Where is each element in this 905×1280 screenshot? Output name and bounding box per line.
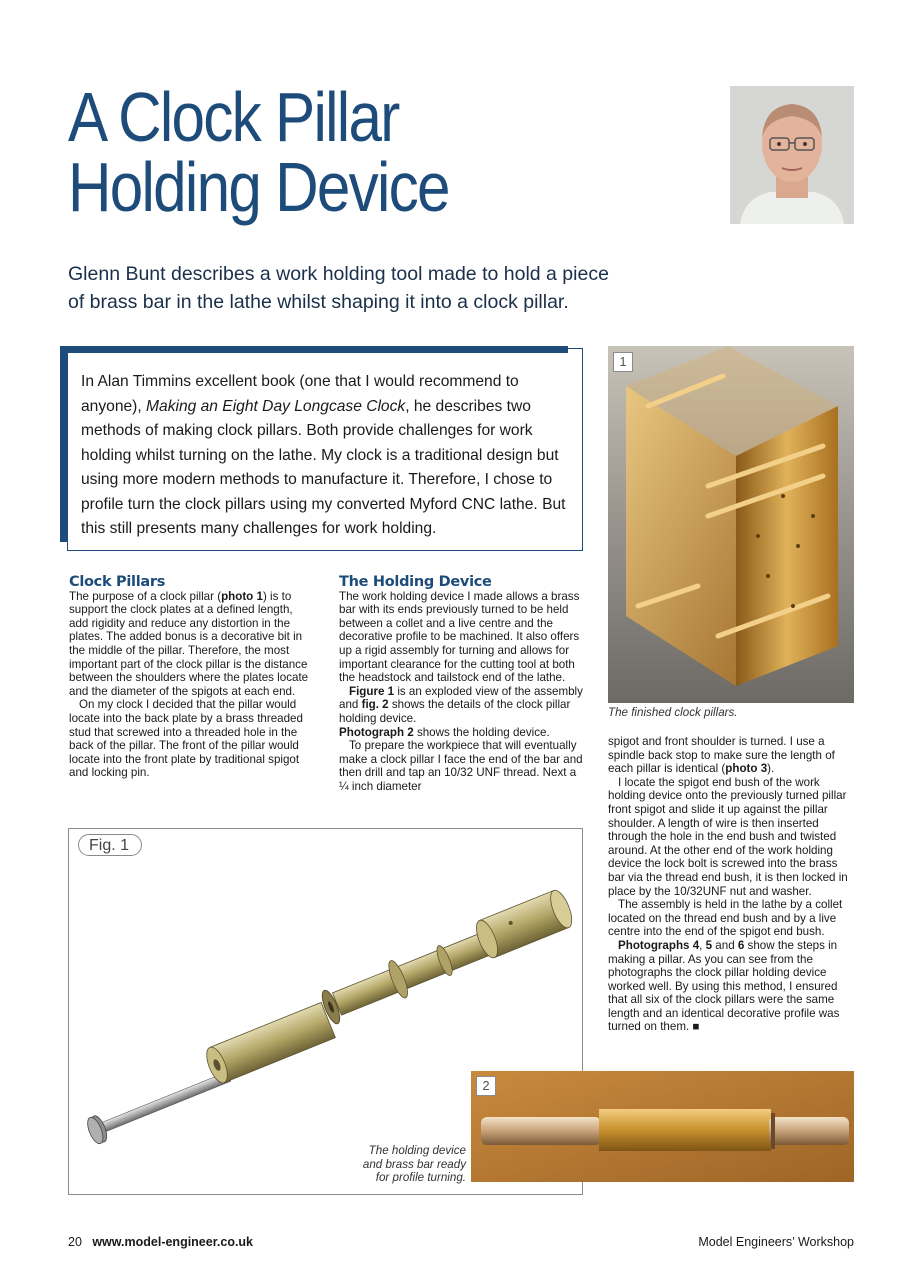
- page-number: 20: [68, 1235, 82, 1249]
- article-title: [68, 78, 550, 226]
- paragraph: I locate the spigot end bush of the work holding device onto the previously turned pillar front spigot and slide it up against the pillar shoulder. A length of wire is then inserted through the hole in the end bush and twisted around. At the other end of the work holding device the lock bolt is screwed into the brass bar via the thread end bush, it is then locked in place by the 10/32UNF nut and washer.: [608, 775, 848, 898]
- photo-number-label: 1: [613, 352, 633, 372]
- author-portrait: [730, 86, 854, 224]
- title-line-1: A Clock Pillar: [68, 78, 399, 156]
- column-holding-device: [339, 576, 585, 794]
- standfirst: Glenn Bunt describes a work holding tool made to hold a piece of brass bar in the lathe whilst shaping it into a clock pillar.: [68, 263, 609, 313]
- paragraph: Figure 1 is an exploded view of the assembly and fig. 2 shows the details of the clock pillar holding device.: [339, 684, 583, 725]
- photo-caption: The holding device and brass bar ready for profile turning.: [362, 1144, 466, 1184]
- heading-clock-pillars: Clock Pillars: [69, 574, 166, 590]
- paragraph: spigot and front shoulder is turned. I use a spindle back stop to make sure the length of each pillar is identical (photo 3).: [608, 735, 835, 776]
- column-clock-pillars: [69, 576, 313, 780]
- magazine-name: Model Engineers’ Workshop: [698, 1235, 854, 1249]
- paragraph: Photograph 2 shows the holding device.: [339, 725, 550, 739]
- intro-text: In Alan Timmins excellent book (one that I would recommend to anyone), Making an Eight Day Longcase Clock, he describes two methods of making clock pillars. Both provide challenges for work holding whilst turning on the lathe. My clock is a traditional design but using more modern methods to manufacture it. Therefore, I chose to profile turn the clock pillars using my converted Myford CNC lathe. But this still presents many challenges for work holding.: [81, 373, 566, 537]
- website-url: www.model-engineer.co.uk: [92, 1235, 254, 1249]
- photo-caption: The finished clock pillars.: [608, 706, 738, 719]
- photo-finished-clock-pillars: [608, 346, 854, 703]
- photo-number-label: 2: [476, 1076, 496, 1096]
- paragraph: The purpose of a clock pillar (photo 1) is to support the clock plates at a defined length, add rigidity and reduce any distortion in the plates. The added bonus is a decorative bit in the middle of the pillar. Therefore, the most important part of the clock pillar is the distance between the shoulders where the plates locate and the diameter of the spigots at each end.: [69, 589, 309, 698]
- paragraph: On my clock I decided that the pillar would locate into the back plate by a brass threaded stud that screwed into a threaded hole in the back of the pillar. The front of the pillar would locate into the front plate by traditional spigot and locking pin.: [69, 698, 303, 780]
- paragraph: The work holding device I made allows a brass bar with its ends previously turned to be held between a collet and a live centre and the decorative profile to be machined. It also offers up a rigid assembly for turning and allows for important clearance for the cutting tool at both the headstock and tailstock end of the lathe.: [339, 589, 580, 685]
- book-title: Making an Eight Day Longcase Clock: [146, 397, 406, 415]
- intro-box-accent-top: [60, 346, 568, 353]
- paragraph: Photographs 4, 5 and 6 show the steps in making a pillar. As you can see from the photographs the clock pillar holding device worked well. By using this method, I ensured that all six of the clock pillars were the same length and an identical decorative profile was turned on them. ■: [608, 938, 840, 1034]
- footer-left: [68, 1235, 253, 1249]
- intro-box-accent-left: [60, 346, 67, 542]
- paragraph: The assembly is held in the lathe by a collet located on the thread end bush and by a live centre into the end of the spigot end bush.: [608, 898, 843, 939]
- heading-holding-device: The Holding Device: [339, 574, 492, 590]
- photo-holding-device: [471, 1071, 854, 1182]
- figure-label: Fig. 1: [78, 834, 142, 856]
- paragraph: To prepare the workpiece that will eventually make a clock pillar I face the end of the bar and then drill and tap an 10/32 UNF thread. Next a ¼ inch diameter: [339, 739, 583, 793]
- column-continued: [608, 735, 856, 1034]
- title-line-2: Holding Device: [68, 148, 449, 226]
- end-mark: ■: [692, 1020, 700, 1034]
